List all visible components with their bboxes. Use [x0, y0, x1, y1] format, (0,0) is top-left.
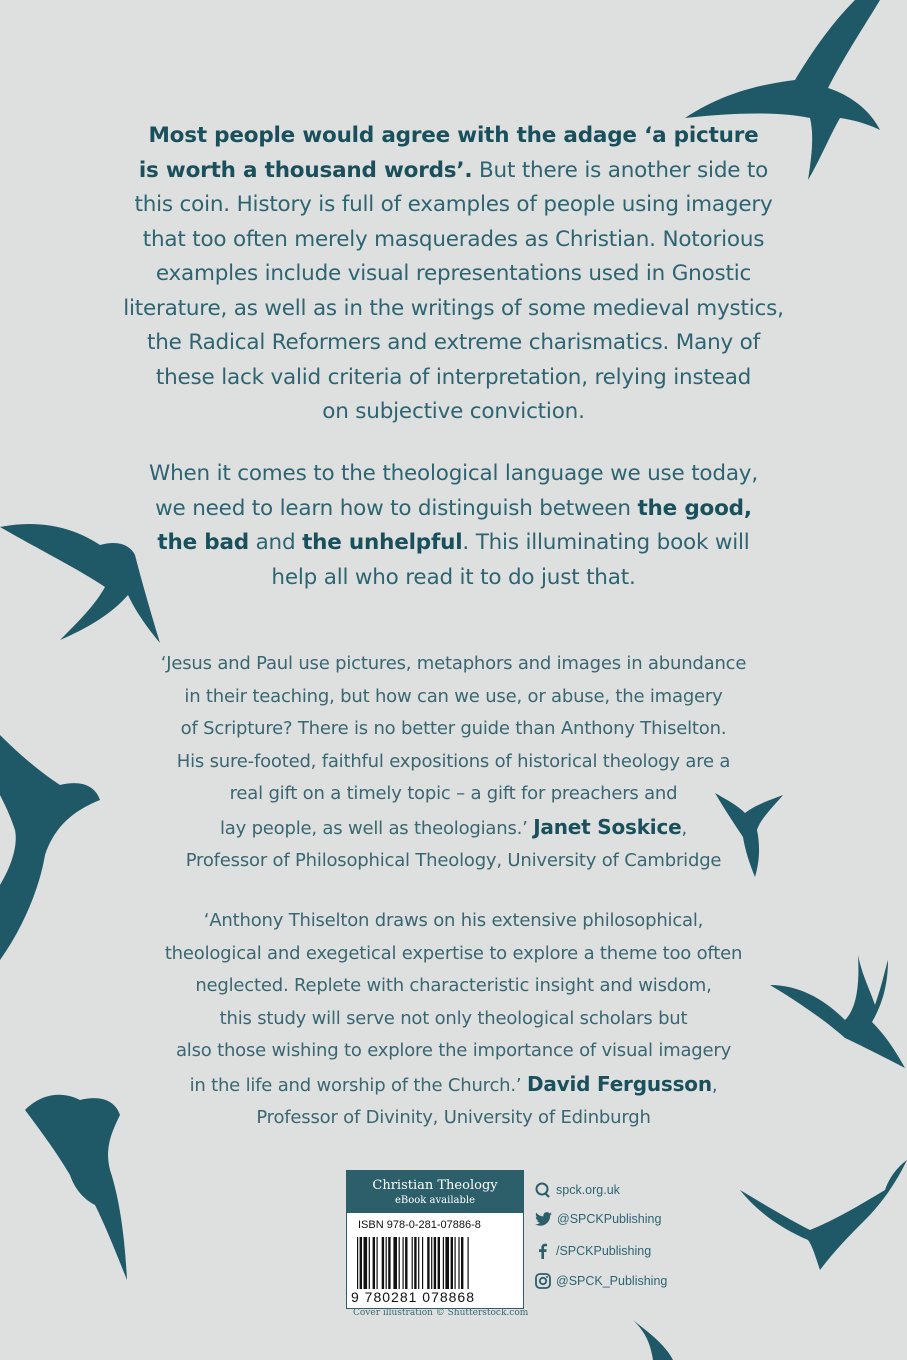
blurb-line-9: on subjective conviction. — [322, 399, 585, 424]
social-web[interactable] — [535, 1182, 620, 1198]
blurb-good: the good, — [637, 495, 752, 521]
blurb-line-5: examples include visual representations used in Gnostic — [155, 261, 752, 286]
endorser-affiliation: Professor of Divinity, University of Edinburgh — [256, 1107, 651, 1128]
category-label: Christian Theology — [372, 1178, 498, 1193]
barcode-bar — [461, 1237, 463, 1289]
blurb-p2-line-3: . This illuminating book will — [462, 530, 750, 555]
quote-line: in the life and worship of the Church.’ — [189, 1074, 527, 1096]
barcode-bar — [360, 1237, 362, 1289]
barcode-bar — [438, 1237, 440, 1289]
barcode-bar — [357, 1237, 358, 1289]
blurb-line-6: literature, as well as in the writings of some medieval mystics, — [123, 295, 784, 321]
twitter-handle[interactable]: @SPCKPublishing — [557, 1212, 662, 1226]
barcode-bar — [414, 1237, 416, 1289]
instagram-handle[interactable]: @SPCK_Publishing — [556, 1274, 668, 1288]
category-header — [347, 1171, 523, 1213]
barcode-bar — [431, 1237, 432, 1289]
isbn-text: ISBN 978-0-281-07886-8 — [358, 1219, 481, 1231]
endorser-affiliation: Professor of Philosophical Theology, University of Cambridge — [185, 850, 722, 871]
blurb-bad: the bad — [157, 530, 249, 555]
blurb-paragraph-1 — [0, 119, 907, 430]
barcode-bar — [377, 1237, 378, 1289]
barcode-bar — [443, 1237, 444, 1289]
barcode-icon — [357, 1237, 513, 1289]
social-facebook[interactable] — [535, 1243, 651, 1259]
blurb-line-8: these lack valid criteria of interpretation, relying instead — [155, 364, 752, 390]
ebook-label: eBook available — [395, 1195, 475, 1206]
web-link[interactable]: spck.org.uk — [556, 1183, 620, 1197]
quote-line: real gift on a timely topic – a gift for preachers and — [229, 783, 678, 804]
cover-credit: Cover illustration © Shutterstock.com — [353, 1308, 529, 1318]
endorser-name: David Fergusson — [526, 1071, 712, 1096]
blurb-and: and — [248, 530, 303, 555]
blurb-paragraph-2 — [0, 457, 907, 595]
barcode-bar — [373, 1237, 375, 1289]
barcode-bar — [369, 1237, 370, 1289]
blurb-line-4: that too often merely masquerades as Christian. Notorious — [142, 226, 765, 252]
swallow-bottom-small-icon — [628, 1320, 688, 1360]
blurb-p2-line-1: When it comes to the theological language we use today, — [149, 461, 758, 486]
barcode-bar — [405, 1237, 407, 1289]
barcode-box — [346, 1170, 524, 1309]
barcode-bar — [382, 1237, 384, 1289]
barcode-bar — [412, 1237, 413, 1289]
barcode-bar — [386, 1237, 387, 1289]
barcode-bar — [399, 1237, 400, 1289]
blurb-line-7: the Radical Reformers and extreme charismatics. Many of — [147, 330, 760, 355]
endorser-name: Janet Soskice — [533, 814, 682, 839]
endorsement-soskice: ‘Jesus and Paul use pictures, metaphors and images in abundance in their teaching, but how can we use, or abuse, the imagery of Scripture? There is no better guide than Anthony Thiselton. His sure-footed, faithful expositions of historical theology are a real gift on a timely topic – a gift for preachers and lay people, as well as theologians.’ Janet Soskice, Professor of Philosophical Theology, University of Cambridge — [0, 648, 907, 878]
instagram-icon — [535, 1273, 551, 1289]
barcode-bar — [455, 1237, 456, 1289]
facebook-icon — [535, 1243, 551, 1259]
quote-line: theological and exegetical expertise to explore a theme too often — [164, 942, 743, 964]
barcode-bar — [388, 1237, 390, 1289]
barcode-bar — [364, 1237, 368, 1289]
barcode-bar — [451, 1237, 453, 1289]
endorsement-fergusson: ‘Anthony Thiselton draws on his extensive philosophical, theological and exegetical expertise to explore a theme too often neglected. Replete with characteristic insight and wisdom, this study will serve not only theological scholars but also those wishing to explore the importance of visual imagery in the life and worship of the Church.’ David Fergusson, Professor of Divinity, University of Edinburgh — [0, 905, 907, 1135]
barcode-bar — [418, 1237, 419, 1289]
quote-line: ‘Jesus and Paul use pictures, metaphors and images in abundance — [160, 653, 747, 674]
blurb-unhelpful: the unhelpful — [302, 530, 463, 555]
blurb-line-2: But there is another side to — [472, 157, 769, 183]
social-instagram[interactable] — [535, 1273, 667, 1289]
barcode-bar — [427, 1237, 429, 1289]
quote-line: lay people, as well as theologians.’ — [219, 817, 534, 839]
search-icon — [535, 1182, 551, 1198]
quote-line: His sure-footed, faithful expositions of historical theology are a — [176, 750, 731, 772]
blurb-lead-line-1: Most people would agree with the adage ‘a picture — [148, 123, 759, 148]
blurb-p2-line-4: help all who read it to do just that. — [271, 564, 636, 590]
barcode-bar — [422, 1237, 423, 1289]
barcode-number: 9 780281 078868 — [351, 1289, 475, 1305]
blurb-p2-line-2: we need to learn how to distinguish between — [155, 495, 638, 521]
barcode-bar — [458, 1237, 459, 1289]
quote-line: neglected. Replete with characteristic insight and wisdom, — [195, 975, 712, 996]
facebook-handle[interactable]: /SPCKPublishing — [556, 1244, 652, 1258]
blurb-lead-line-2: is worth a thousand words’. — [138, 157, 473, 183]
twitter-icon — [535, 1212, 552, 1226]
barcode-bar — [403, 1237, 404, 1289]
barcode-bar — [393, 1237, 397, 1289]
barcode-bar — [468, 1237, 469, 1289]
barcode-bar — [445, 1237, 449, 1289]
quote-line: in their teaching, but how can we use, or abuse, the imagery — [184, 685, 723, 707]
quote-line: of Scripture? There is no better guide than Anthony Thiselton. — [180, 718, 727, 739]
barcode-bar — [434, 1237, 436, 1289]
swallow-bottom-right-icon — [740, 1160, 907, 1275]
quote-line: also those wishing to explore the importance of visual imagery — [175, 1040, 732, 1061]
social-twitter[interactable] — [535, 1212, 661, 1226]
blurb-line-3: this coin. History is full of examples of people using imagery — [134, 192, 773, 217]
quote-line: ‘Anthony Thiselton draws on his extensive philosophical, — [203, 910, 704, 931]
quote-line: this study will serve not only theological scholars but — [219, 1007, 688, 1029]
